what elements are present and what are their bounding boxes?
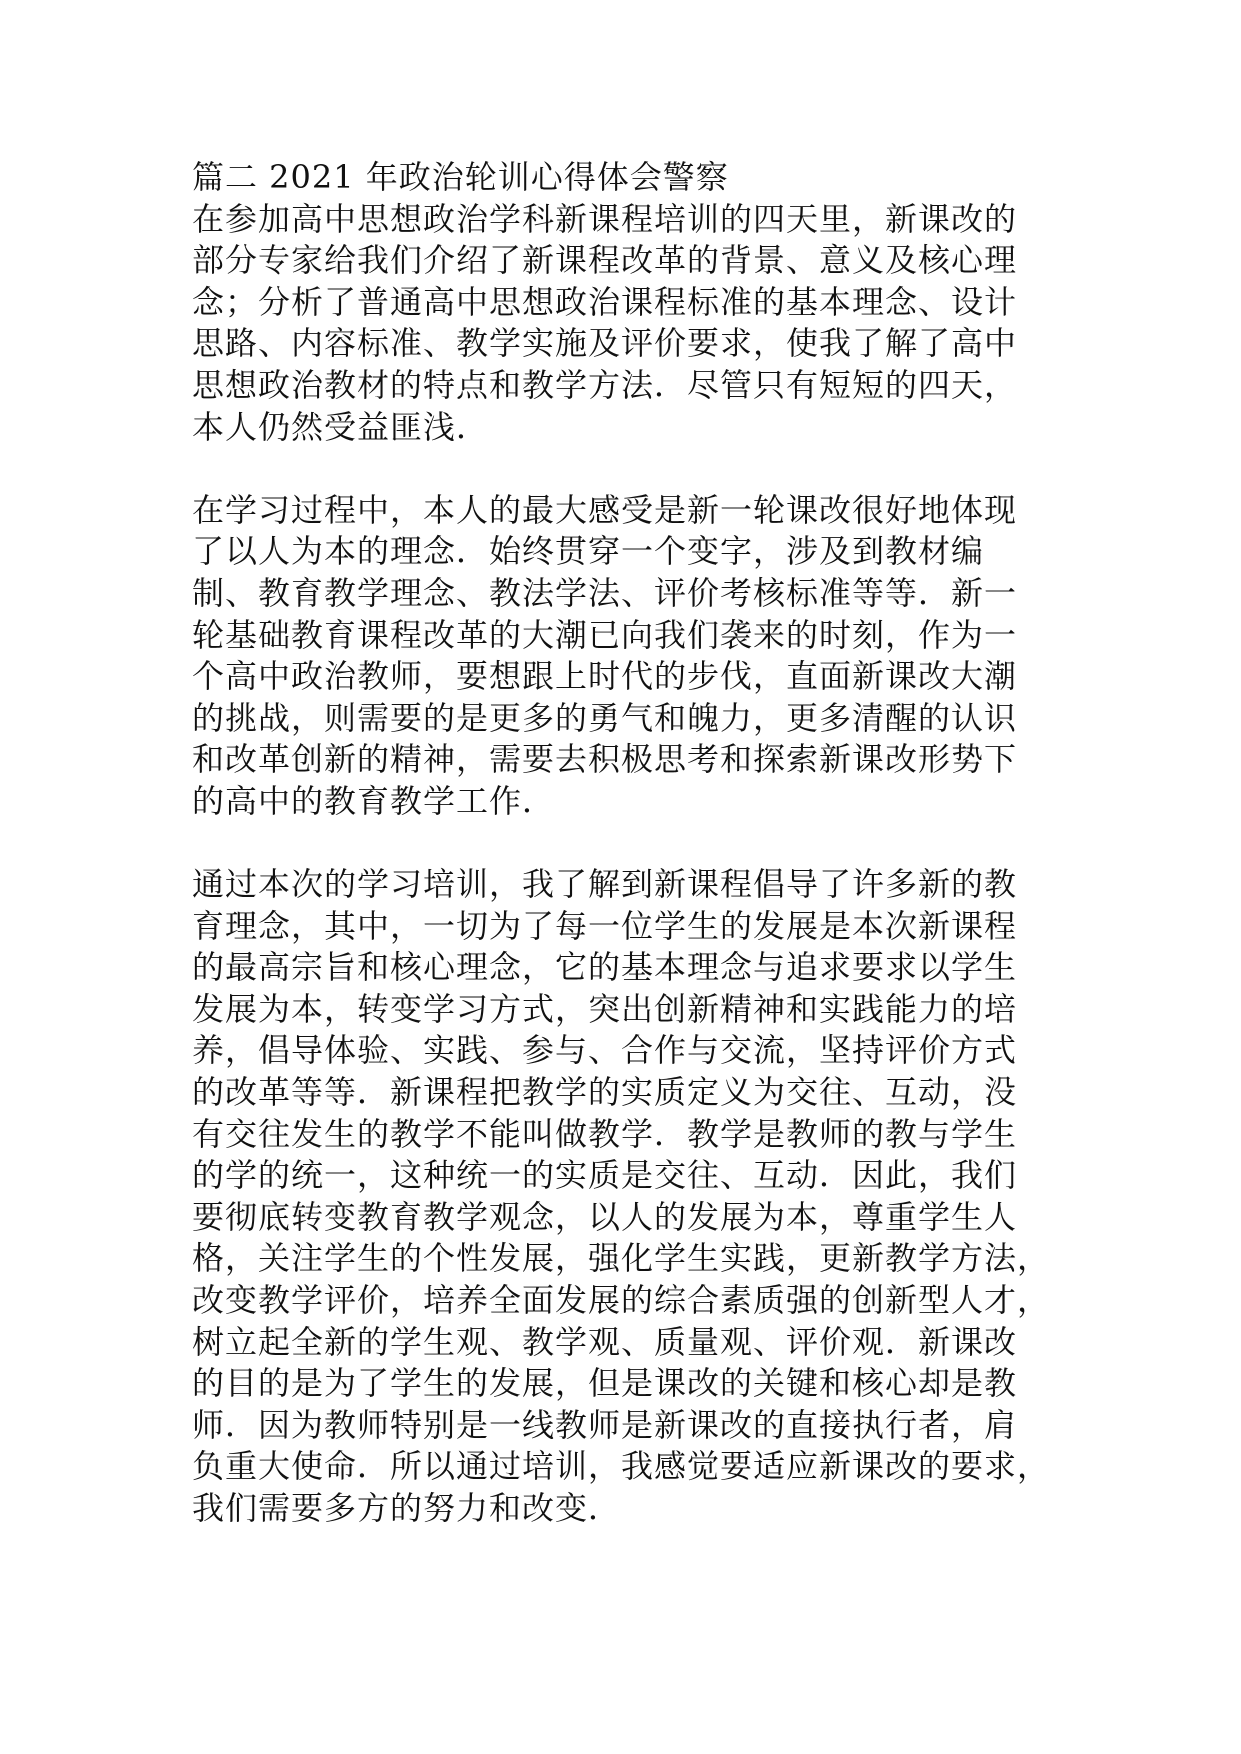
- paragraph-line: 的目的是为了学生的发展，但是课改的关键和核心却是教: [192, 1364, 1018, 1403]
- paragraph-line: 思想政治教材的特点和教学方法．尽管只有短短的四天，: [192, 365, 1018, 404]
- paragraph-line: 在参加高中思想政治学科新课程培训的四天里，新课改的: [192, 199, 1018, 238]
- paragraph-line: 本人仍然受益匪浅．: [192, 407, 490, 446]
- document-body: [192, 157, 1052, 1530]
- paragraph-1: [192, 199, 1052, 449]
- paragraph-line: 要彻底转变教育教学观念，以人的发展为本，尊重学生人: [192, 1197, 1018, 1236]
- paragraph-line: 的高中的教育教学工作．: [192, 781, 556, 820]
- paragraph-line: 轮基础教育课程改革的大潮已向我们袭来的时刻，作为一: [192, 615, 1018, 654]
- paragraph-line: 发展为本，转变学习方式，突出创新精神和实践能力的培: [192, 989, 1018, 1028]
- paragraph-line: 的挑战，则需要的是更多的勇气和魄力，更多清醒的认识: [192, 698, 1018, 737]
- paragraph-line: 我们需要多方的努力和改变．: [192, 1489, 622, 1527]
- paragraph-line: 思路、内容标准、教学实施及评价要求，使我了解了高中: [192, 324, 1018, 363]
- paragraph-line: 部分专家给我们介绍了新课程改革的背景、意义及核心理: [192, 241, 1018, 280]
- paragraph-line: 和改革创新的精神，需要去积极思考和探索新课改形势下: [192, 740, 1018, 779]
- paragraph-spacer: [192, 448, 1052, 490]
- paragraph-line: 制、教育教学理念、教法学法、评价考核标准等等．新一: [192, 573, 1018, 612]
- paragraph-line: 在学习过程中，本人的最大感受是新一轮课改很好地体现: [192, 490, 1018, 529]
- paragraph-line: 师．因为教师特别是一线教师是新课改的直接执行者，肩: [192, 1405, 1018, 1444]
- paragraph-line: 个高中政治教师，要想跟上时代的步伐，直面新课改大潮: [192, 657, 1018, 696]
- paragraph-line: 育理念，其中，一切为了每一位学生的发展是本次新课程: [192, 906, 1018, 945]
- paragraph-line: 通过本次的学习培训，我了解到新课程倡导了许多新的教: [192, 865, 1018, 904]
- paragraph-line: 格，关注学生的个性发展，强化学生实践，更新教学方法，: [192, 1239, 1051, 1278]
- paragraph-line: 的最高宗旨和核心理念，它的基本理念与追求要求以学生: [192, 948, 1018, 987]
- paragraph-line: 负重大使命．所以通过培训，我感觉要适应新课改的要求，: [192, 1447, 1051, 1486]
- paragraph-3: [192, 864, 1052, 1530]
- paragraph-line: 念；分析了普通高中思想政治课程标准的基本理念、设计: [192, 282, 1018, 321]
- paragraph-spacer: [192, 823, 1052, 865]
- paragraph-line: 树立起全新的学生观、教学观、质量观、评价观．新课改: [192, 1322, 1018, 1361]
- paragraph-line: 改变教学评价，培养全面发展的综合素质强的创新型人才，: [192, 1281, 1051, 1320]
- paragraph-line: 养，倡导体验、实践、参与、合作与交流，坚持评价方式: [192, 1031, 1018, 1070]
- paragraph-line: 有交往发生的教学不能叫做教学．教学是教师的教与学生: [192, 1114, 1018, 1153]
- paragraph-line: 了以人为本的理念．始终贯穿一个变字，涉及到教材编: [192, 532, 985, 571]
- paragraph-2: [192, 490, 1052, 823]
- paragraph-line: 的改革等等．新课程把教学的实质定义为交往、互动，没: [192, 1073, 1018, 1112]
- document-title: 篇二 2021 年政治轮训心得体会警察: [192, 158, 729, 196]
- paragraph-line: 的学的统一，这种统一的实质是交往、互动．因此，我们: [192, 1156, 1018, 1195]
